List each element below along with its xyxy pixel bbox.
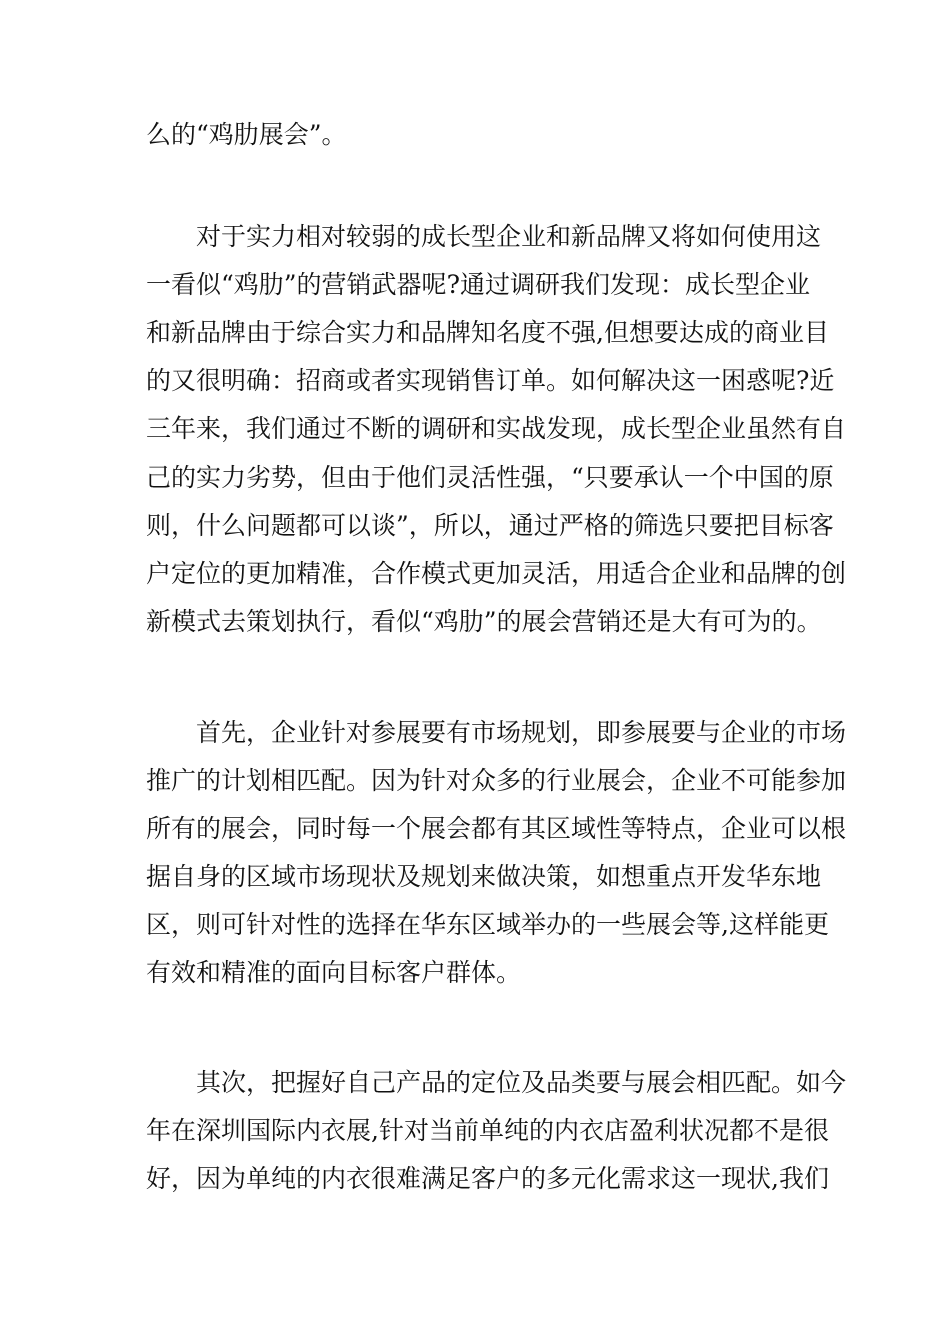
text-line: 所有的展会，同时每一个展会都有其区域性等特点，企业可以根 [146,814,847,843]
text-line: 的又很明确：招商或者实现销售订单。如何解决这一困惑呢?近 [146,366,835,395]
text-line: 年在深圳国际内衣展,针对当前单纯的内衣店盈利状况都不是很 [146,1116,829,1145]
text-line: 一看似“鸡肋”的营销武器呢?通过调研我们发现：成长型企业 [146,270,810,299]
text-line: 和新品牌由于综合实力和品牌知名度不强,但想要达成的商业目 [146,318,829,347]
text-line: 三年来，我们通过不断的调研和实战发现，成长型企业虽然有自 [146,414,847,443]
text-line: 有效和精准的面向目标客户群体。 [146,958,522,987]
text-line: 区，则可针对性的选择在华东区域举办的一些展会等,这样能更 [146,910,829,939]
text-line: 么的“鸡肋展会”。 [146,120,347,149]
text-line: 首先，企业针对参展要有市场规划，即参展要与企业的市场 [146,718,847,747]
text-line: 新模式去策划执行，看似“鸡肋”的展会营销还是大有可为的。 [146,607,822,636]
text-line: 据自身的区域市场现状及规划来做决策，如想重点开发华东地 [146,862,822,891]
text-line: 推广的计划相匹配。因为针对众多的行业展会，企业不可能参加 [146,766,847,795]
text-line: 户定位的更加精准，合作模式更加灵活，用适合企业和品牌的创 [146,559,847,588]
text-line: 己的实力劣势，但由于他们灵活性强，“只要承认一个中国的原 [146,463,834,492]
text-line: 对于实力相对较弱的成长型企业和新品牌又将如何使用这 [146,222,822,251]
text-line: 则，什么问题都可以谈”，所以，通过严格的筛选只要把目标客 [146,511,834,540]
text-line: 其次，把握好自己产品的定位及品类要与展会相匹配。如今 [146,1068,847,1097]
text-line: 好，因为单纯的内衣很难满足客户的多元化需求这一现状,我们 [146,1164,829,1193]
